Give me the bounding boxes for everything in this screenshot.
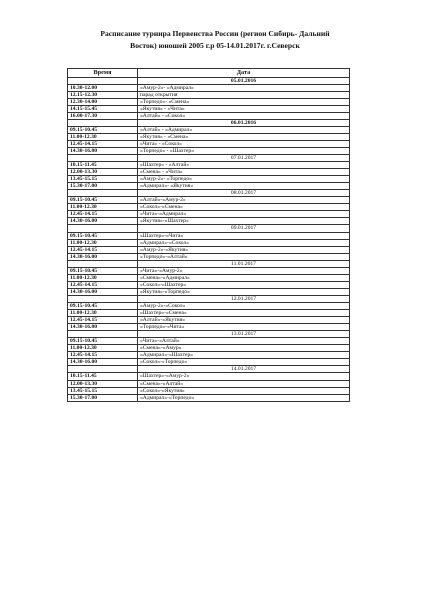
match-row: [68, 211, 350, 218]
match-row: [68, 112, 350, 119]
match-teams: «Адмирал»-«Сокол»: [138, 239, 350, 246]
match-time: 12.30-14.00: [68, 98, 138, 105]
match-teams: «Адмирал»-«Шахтер»: [138, 352, 350, 359]
match-teams: «Шахтер»-«Амур-2»: [138, 373, 350, 380]
match-teams: «Торпедо»- «Смена»: [138, 98, 350, 105]
match-row: [68, 274, 350, 281]
match-row: [68, 338, 350, 345]
match-teams: «Чита»-«Алтай»: [138, 338, 350, 345]
match-row: [68, 105, 350, 112]
day-date: 09.01.2017: [138, 225, 350, 232]
match-row: [68, 345, 350, 352]
schedule-table: [67, 68, 350, 402]
match-time: 13.45-15.15: [68, 176, 138, 183]
match-row: [68, 288, 350, 295]
match-time: 13.45-15.15: [68, 387, 138, 394]
match-row: [68, 387, 350, 394]
match-row: [68, 232, 350, 239]
schedule-body: [68, 77, 350, 401]
match-teams: «Якутия» - «Чита»: [138, 105, 350, 112]
document-title: [56, 28, 374, 52]
match-row: [68, 197, 350, 204]
match-row: [68, 310, 350, 317]
match-teams: «Сокол»-«Шахтер»: [138, 281, 350, 288]
match-row: [68, 162, 350, 169]
day-date: 07.01.2017: [138, 155, 350, 162]
match-time: 12.00-13.30: [68, 380, 138, 387]
match-teams: «Торпедо»-«Алтай»: [138, 253, 350, 260]
match-time: 09.15-10.45: [68, 232, 138, 239]
match-time: 11.00-12.30: [68, 133, 138, 140]
match-row: [68, 218, 350, 225]
match-teams: «Адмирал»-«Торпедо»: [138, 394, 350, 401]
day-date: 12.01.2017: [138, 295, 350, 302]
match-teams: «Якутия»-«Шахтер»: [138, 218, 350, 225]
day-date: 14.01.2017: [138, 366, 350, 373]
match-time: 11.00-12.30: [68, 239, 138, 246]
title-line-2: Восток) юношей 2005 г.р 05-14.01.2017г. г.Северск: [130, 41, 300, 50]
date-row-spacer: [68, 366, 138, 373]
match-time: 14.30-16.00: [68, 253, 138, 260]
match-time: 11.00-12.30: [68, 345, 138, 352]
date-row: [68, 155, 350, 162]
match-time: 10.15-11.45: [68, 162, 138, 169]
match-teams: «Смена»-«Амур»: [138, 345, 350, 352]
match-time: 09.15-10.45: [68, 267, 138, 274]
date-row: [68, 190, 350, 197]
match-time: 12.45-14.15: [68, 317, 138, 324]
match-time: 09.15-10.45: [68, 126, 138, 133]
match-time: 14.30-16.00: [68, 324, 138, 331]
match-teams: «Чита»-«Амур-2»: [138, 267, 350, 274]
match-teams: «Амур-2»- «Адмирал»: [138, 84, 350, 91]
match-row: [68, 253, 350, 260]
match-row: [68, 140, 350, 147]
match-teams: «Шахтер»-«Чита»: [138, 232, 350, 239]
match-row: [68, 373, 350, 380]
time-column-header: Время: [68, 69, 138, 78]
match-time: 15.30-17.00: [68, 394, 138, 401]
match-row: [68, 394, 350, 401]
date-row: [68, 77, 350, 84]
match-time: 12.45-14.15: [68, 246, 138, 253]
match-row: [68, 380, 350, 387]
title-line-1: Расписание турнира Первенства России (регион Сибирь- Дальний: [100, 29, 330, 38]
match-teams: «Торпедо» - «Шахтер»: [138, 147, 350, 154]
date-row-spacer: [68, 260, 138, 267]
match-row: [68, 239, 350, 246]
match-row: [68, 169, 350, 176]
match-row: [68, 246, 350, 253]
match-time: 09.15-10.45: [68, 303, 138, 310]
match-teams: «Торпедо»-«Чита»: [138, 324, 350, 331]
match-teams: «Шахтер» - «Алтай»: [138, 162, 350, 169]
date-row-spacer: [68, 295, 138, 302]
day-date: 08.01.2017: [138, 190, 350, 197]
match-time: 12.15-12.30: [68, 91, 138, 98]
match-teams: «Амур-2»- «Торпедо»: [138, 176, 350, 183]
match-time: 12.45-14.15: [68, 352, 138, 359]
match-time: 16.00-17.30: [68, 112, 138, 119]
match-row: [68, 176, 350, 183]
match-teams: «Якутия»-«Торпедо»: [138, 288, 350, 295]
match-teams: «Смена» - «Чита»: [138, 169, 350, 176]
date-row-spacer: [68, 331, 138, 338]
match-row: [68, 324, 350, 331]
match-teams: «Алтай» - «Адмирал»: [138, 126, 350, 133]
match-time: 14.30-16.00: [68, 147, 138, 154]
match-time: 12.00-13.30: [68, 169, 138, 176]
date-row: [68, 366, 350, 373]
date-column-header: Дата: [138, 69, 350, 78]
match-teams: «Алтай»-«Амур-2»: [138, 197, 350, 204]
day-date: 06.01.2016: [138, 119, 350, 126]
match-row: [68, 204, 350, 211]
match-time: 09.15-10.45: [68, 338, 138, 345]
match-teams: «Сокол»-«Якутия»: [138, 387, 350, 394]
match-teams: «Шахтер»-«Смена»: [138, 310, 350, 317]
match-row: [68, 147, 350, 154]
match-time: 10.15-11.45: [68, 373, 138, 380]
match-row: [68, 126, 350, 133]
match-time: 12.45-14.15: [68, 211, 138, 218]
match-teams: «Сокол»-«Смена»: [138, 204, 350, 211]
date-row-spacer: [68, 119, 138, 126]
match-row: [68, 352, 350, 359]
match-time: 14.30-16.00: [68, 288, 138, 295]
date-row-spacer: [68, 225, 138, 232]
match-time: 10.30-12.00: [68, 84, 138, 91]
match-teams: «Чита»-«Адмирал»: [138, 211, 350, 218]
match-teams: «Чита» - «Сокол»: [138, 140, 350, 147]
match-time: 15.30-17.00: [68, 183, 138, 190]
day-date: 05.01.2016: [138, 77, 350, 84]
match-row: [68, 359, 350, 366]
date-row-spacer: [68, 190, 138, 197]
match-time: 09.15-10.45: [68, 197, 138, 204]
match-time: 12.45-14.15: [68, 281, 138, 288]
match-teams: «Смена»-«Адмирал»: [138, 274, 350, 281]
match-teams: «Алтай»-«Якутия»: [138, 317, 350, 324]
match-row: [68, 133, 350, 140]
day-date: 13.01.2017: [138, 331, 350, 338]
date-row: [68, 225, 350, 232]
date-row: [68, 119, 350, 126]
match-time: 14.30-16.00: [68, 359, 138, 366]
match-time: 11.00-12.30: [68, 204, 138, 211]
match-row: [68, 303, 350, 310]
date-row-spacer: [68, 77, 138, 84]
day-date: 11.01.2017: [138, 260, 350, 267]
match-row: [68, 98, 350, 105]
date-row: [68, 260, 350, 267]
match-row: [68, 267, 350, 274]
match-row: [68, 84, 350, 91]
match-teams: «Якутия» - «Смена»: [138, 133, 350, 140]
date-row: [68, 331, 350, 338]
date-row-spacer: [68, 155, 138, 162]
match-time: 11.00-12.30: [68, 274, 138, 281]
match-row: [68, 317, 350, 324]
match-teams: «Амур-2»-«Сокол»: [138, 303, 350, 310]
match-teams: «Амур-2»-«Якутия»: [138, 246, 350, 253]
match-time: 11.00-12.30: [68, 310, 138, 317]
match-teams: «Адмирал»- «Якутия»: [138, 183, 350, 190]
match-row: [68, 91, 350, 98]
match-teams: «Алтай» - «Сокол»: [138, 112, 350, 119]
match-teams: «Смена»-«Алтай»: [138, 380, 350, 387]
match-time: 14.30-16.00: [68, 218, 138, 225]
match-teams: «Сокол»-«Торпедо»: [138, 359, 350, 366]
match-row: [68, 183, 350, 190]
match-row: [68, 281, 350, 288]
date-row: [68, 295, 350, 302]
match-time: 14.15-15.45: [68, 105, 138, 112]
header-row: [68, 69, 350, 78]
match-time: 12.45-14.15: [68, 140, 138, 147]
match-teams: парад открытия: [138, 91, 350, 98]
